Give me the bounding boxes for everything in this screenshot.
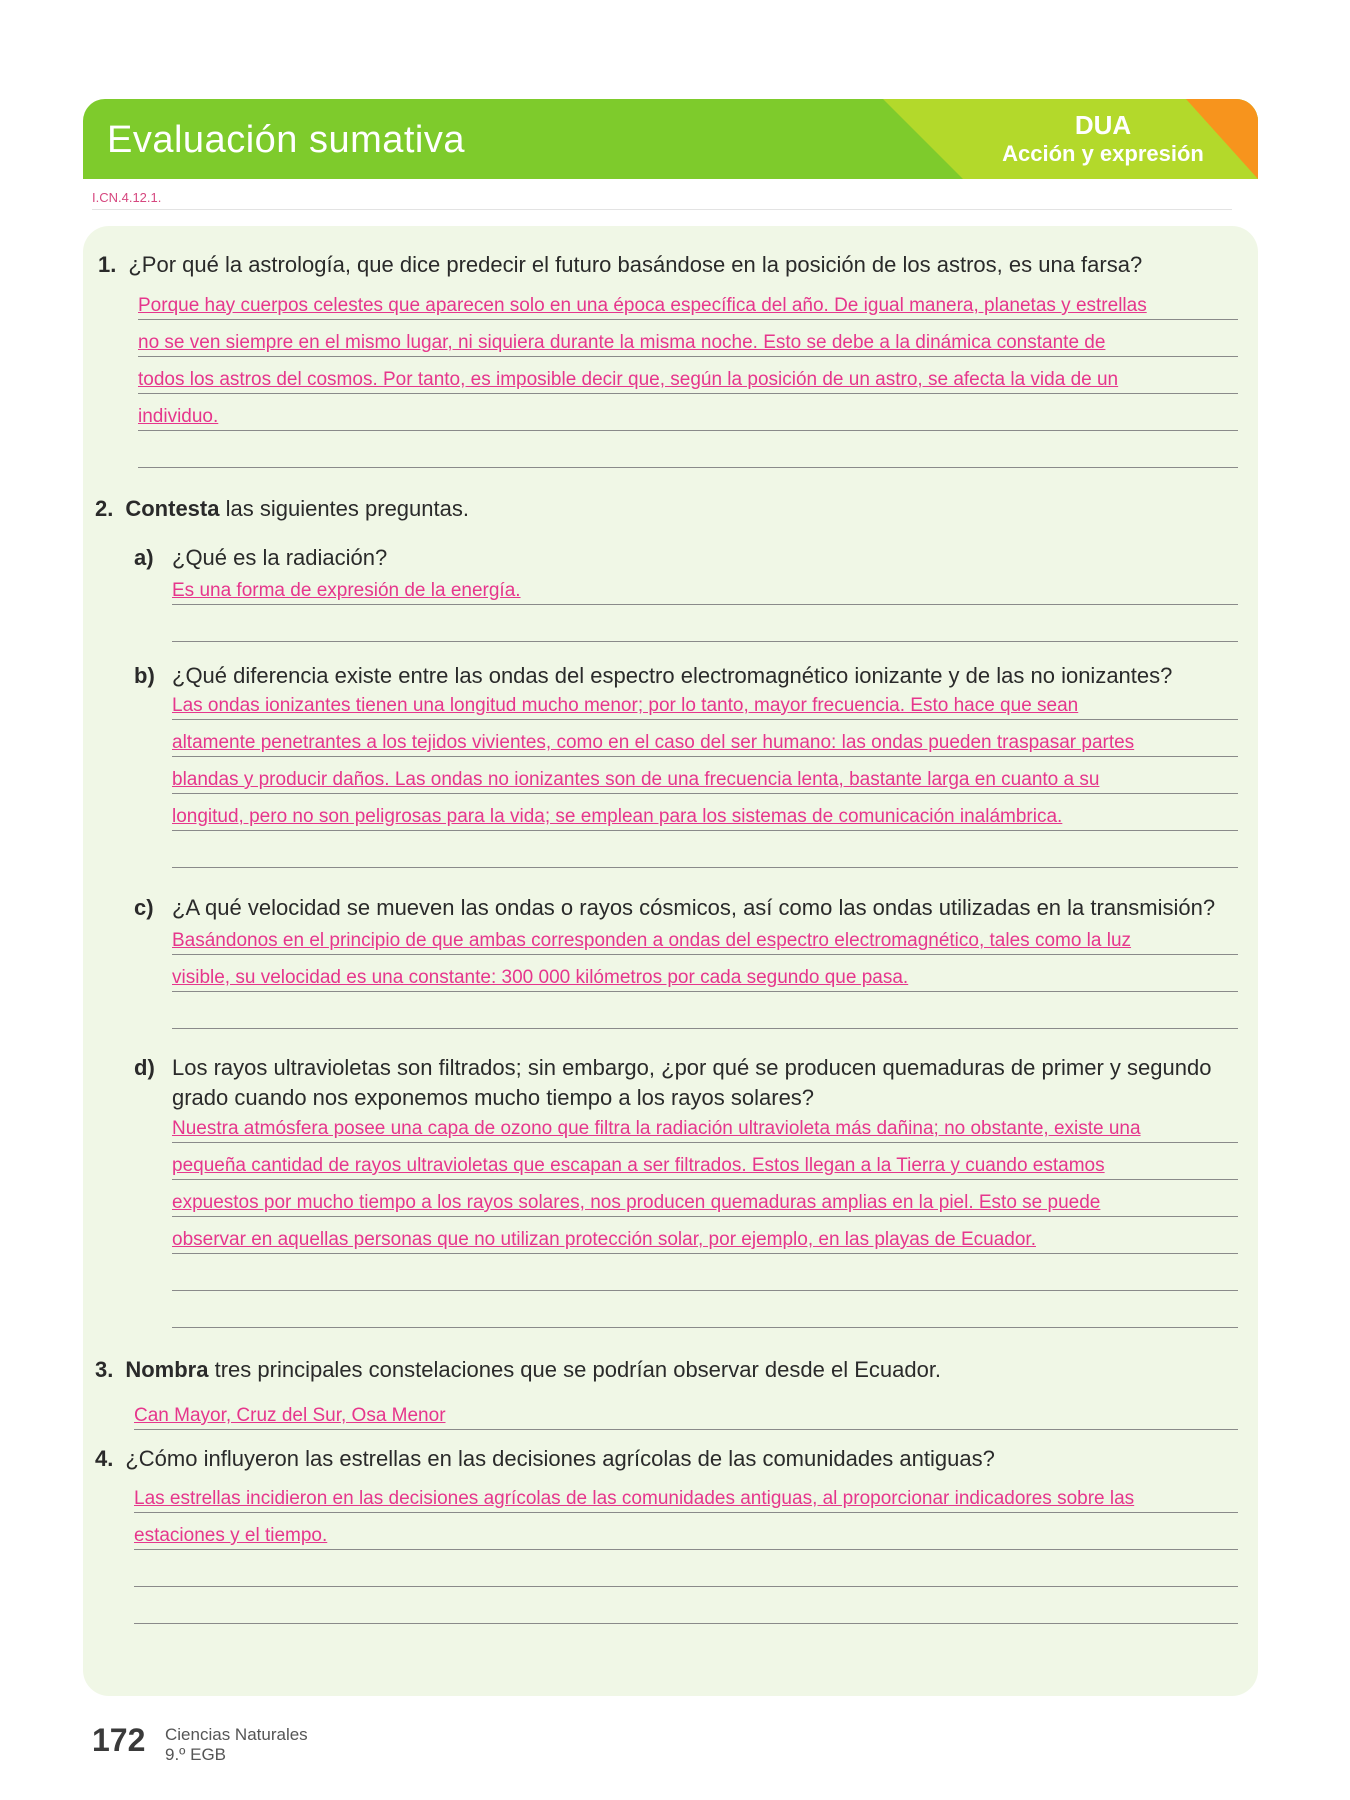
question-number: 1.: [98, 252, 117, 277]
answer-area-4[interactable]: [134, 1476, 1238, 1624]
question-number: 3.: [95, 1357, 114, 1382]
question-3: [95, 1355, 941, 1385]
answer-line: Las estrellas incidieron en las decisiones agrícolas de las comunidades antiguas, al proporcionar indicadores sobre las: [134, 1476, 1238, 1513]
answer-line: pequeña cantidad de rayos ultravioletas que escapan a ser filtrados. Estos llegan a la Tierra y cuando estamos: [172, 1143, 1238, 1180]
subquestion-d-continued: grado cuando nos exponemos mucho tiempo a los rayos solares?: [172, 1085, 815, 1110]
answer-line: blandas y producir daños. Las ondas no ionizantes son de una frecuencia lenta, bastante larga en cuanto a su: [172, 757, 1238, 794]
grade-label: 9.º EGB: [165, 1745, 227, 1764]
subquestion-text: ¿Qué es la radiación?: [172, 545, 388, 570]
answer-line-blank: [172, 1291, 1238, 1328]
answer-area-1[interactable]: [138, 283, 1238, 468]
answer-line-blank: [134, 1550, 1238, 1587]
answer-line: altamente penetrantes a los tejidos vivientes, como en el caso del ser humano: las ondas pueden traspasar partes: [172, 720, 1238, 757]
subquestion-text: ¿Qué diferencia existe entre las ondas del espectro electromagnético ionizante y de las no ionizantes?: [172, 663, 1173, 688]
answer-area-2c[interactable]: [172, 918, 1238, 1029]
answer-area-3[interactable]: [134, 1393, 1238, 1430]
subject-name: Ciencias Naturales: [165, 1725, 308, 1744]
subquestion-text: Los rayos ultravioletas son filtrados; sin embargo, ¿por qué se producen quemaduras de primer y segundo: [172, 1055, 1212, 1080]
question-number: 4.: [95, 1446, 114, 1471]
question-text: ¿Cómo influyeron las estrellas en las decisiones agrícolas de las comunidades antiguas?: [125, 1446, 995, 1471]
answer-line: no se ven siempre en el mismo lugar, ni siquiera durante la misma noche. Esto se debe a la dinámica constante de: [138, 320, 1238, 357]
answer-line: visible, su velocidad es una constante: 300 000 kilómetros por cada segundo que pasa.: [172, 955, 1238, 992]
answer-line: longitud, pero no son peligrosas para la vida; se emplean para los sistemas de comunicación inalámbrica.: [172, 794, 1238, 831]
dua-label: DUA: [1074, 110, 1132, 140]
subquestion-letter: c): [134, 895, 154, 920]
subquestion-d: [134, 1053, 1211, 1083]
answer-area-2a[interactable]: [172, 568, 1238, 642]
dua-badge: [963, 111, 1243, 166]
answer-line: Es una forma de expresión de la energía.: [172, 568, 1238, 605]
question-number: 2.: [95, 496, 114, 521]
answer-line-blank: [138, 431, 1238, 468]
subquestion-letter: d): [134, 1055, 155, 1080]
question-text: las siguientes preguntas.: [219, 496, 469, 521]
indicator-code: I.CN.4.12.1.: [92, 190, 1232, 210]
answer-line: Basándonos en el principio de que ambas corresponden a ondas del espectro electromagnético, tales como la luz: [172, 918, 1238, 955]
page-title: Evaluación sumativa: [107, 119, 466, 161]
answer-line: Nuestra atmósfera posee una capa de ozono que filtra la radiación ultravioleta más dañina; no obstante, existe una: [172, 1106, 1238, 1143]
answer-line-blank: [172, 605, 1238, 642]
answer-line: observar en aquellas personas que no utilizan protección solar, por ejemplo, en las playas de Ecuador.: [172, 1217, 1238, 1254]
question-2: [95, 494, 469, 524]
footer-info: [165, 1725, 308, 1765]
subquestion-letter: a): [134, 545, 154, 570]
subquestion-text: ¿A qué velocidad se mueven las ondas o rayos cósmicos, así como las ondas utilizadas en la transmisión?: [172, 895, 1216, 920]
question-verb: Nombra: [125, 1357, 209, 1382]
subquestion-letter: b): [134, 663, 155, 688]
answer-area-2d[interactable]: [172, 1106, 1238, 1328]
answer-area-2b[interactable]: [172, 683, 1238, 868]
question-4: [95, 1444, 995, 1474]
answer-line: estaciones y el tiempo.: [134, 1513, 1238, 1550]
dua-subtitle: Acción y expresión: [1002, 140, 1204, 166]
answer-line-blank: [134, 1587, 1238, 1624]
question-text: ¿Por qué la astrología, que dice predecir el futuro basándose en la posición de los astros, es una farsa?: [128, 252, 1143, 277]
answer-line-blank: [172, 1254, 1238, 1291]
page-number: 172: [92, 1722, 146, 1758]
answer-line: Can Mayor, Cruz del Sur, Osa Menor: [134, 1393, 1238, 1430]
answer-line: expuestos por mucho tiempo a los rayos solares, nos producen quemaduras amplias en la piel. Esto se puede: [172, 1180, 1238, 1217]
answer-line: individuo.: [138, 394, 1238, 431]
answer-line: Porque hay cuerpos celestes que aparecen solo en una época específica del año. De igual manera, planetas y estrellas: [138, 283, 1238, 320]
header-banner: [83, 99, 1258, 179]
answer-line: todos los astros del cosmos. Por tanto, es imposible decir que, según la posición de un astro, se afecta la vida de un: [138, 357, 1238, 394]
answer-line-blank: [172, 992, 1238, 1029]
question-1: [98, 250, 1142, 280]
question-verb: Contesta: [125, 496, 220, 521]
question-text: tres principales constelaciones que se podrían observar desde el Ecuador.: [208, 1357, 942, 1382]
answer-line: Las ondas ionizantes tienen una longitud mucho menor; por lo tanto, mayor frecuencia. Esto hace que sean: [172, 683, 1238, 720]
answer-line-blank: [172, 831, 1238, 868]
